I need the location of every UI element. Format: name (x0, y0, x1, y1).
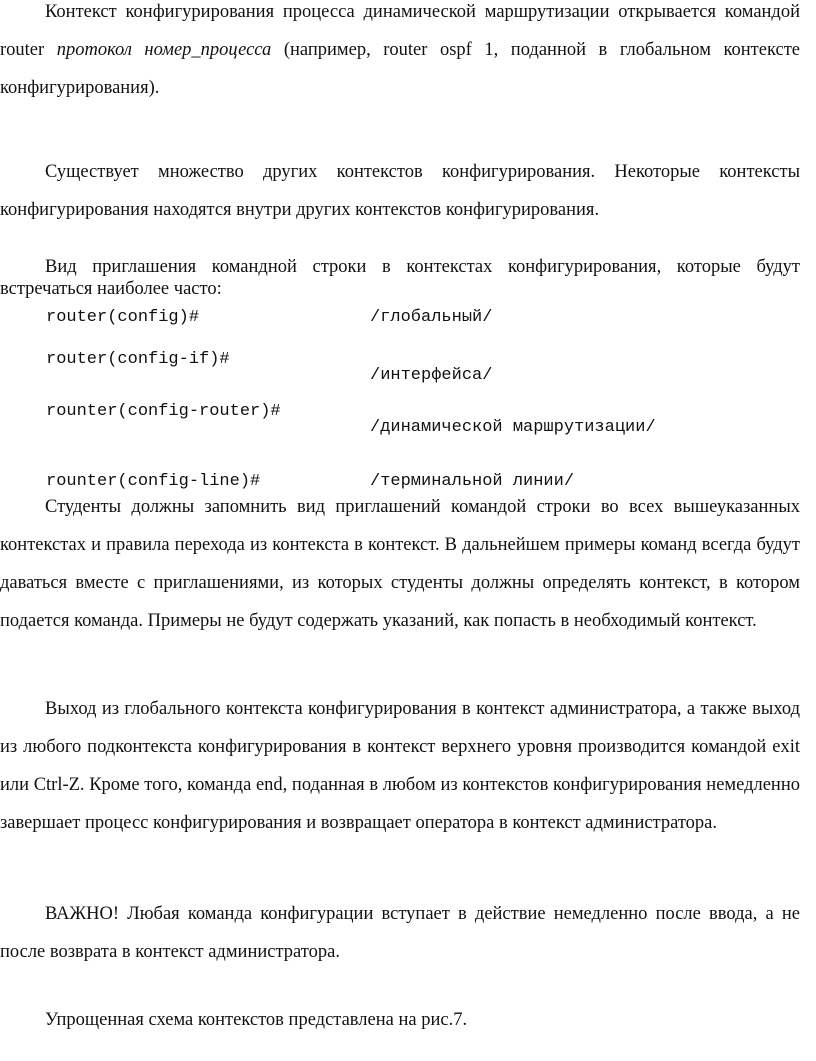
prompt-cmd: router(config)# (46, 308, 200, 327)
paragraph-text: Выход из глобального контекста конфигурирования в контекст администратора, а также выход из любого подконтекста конфигурирования в контекст верхнего уровня производится командой exit или Ctrl-Z. Кроме того, команда end, поданная в любом из контекстов конфигурирования немедленно завершает процесс конфигурирования и возвращает оператора в контекст администратора. (0, 699, 800, 833)
paragraph-other-contexts (0, 153, 800, 229)
paragraph-text: Вид приглашения командной строки в контекстах конфигурирования, которые будут встречаться наиболее часто: (0, 257, 800, 299)
paragraph-prompt-intro (0, 256, 800, 300)
paragraph-text: Студенты должны запомнить вид приглашений командой строки во всех вышеуказанных контекстах и правила перехода из контекста в контекст. В дальнейшем примеры команд всегда будут даваться вместе с приглашениями, из которых студенты должны определять контекст, в котором подается команда. Примеры не будут содержать указаний, как попасть в необходимый контекст. (0, 497, 800, 631)
paragraph-router-context (0, 0, 800, 107)
prompt-cmd: rounter(config-router)# (46, 402, 281, 421)
paragraph-exit (0, 690, 800, 842)
prompt-desc: /динамической маршрутизации/ (370, 418, 656, 437)
prompt-cmd: rounter(config-line)# (46, 472, 261, 491)
paragraph-text: Существует множество других контекстов конфигурирования. Некоторые контексты конфигурирования находятся внутри других контекстов конфигурирования. (0, 162, 800, 220)
prompt-desc: /глобальный/ (370, 308, 493, 327)
paragraph-figure-ref (0, 1001, 800, 1039)
paragraph-text: (например, router ospf 1, поданной в глобальном контексте конфигурирования). (0, 40, 800, 98)
prompt-desc: /интерфейса/ (370, 366, 493, 385)
paragraph-students (0, 488, 800, 640)
prompt-desc: /терминальной линии/ (370, 472, 575, 491)
prompt-cmd: router(config-if)# (46, 350, 230, 369)
italic-syntax: протокол номер_процесса (56, 40, 272, 60)
paragraph-text: ВАЖНО! Любая команда конфигурации вступает в действие немедленно после ввода, а не после возврата в контекст администратора. (0, 904, 800, 962)
paragraph-text: Упрощенная схема контекстов представлена на рис.7. (45, 1010, 468, 1030)
paragraph-text: Контекст конфигурирования процесса динамической маршрутизации открывается командой router (0, 2, 800, 60)
paragraph-important (0, 895, 800, 971)
